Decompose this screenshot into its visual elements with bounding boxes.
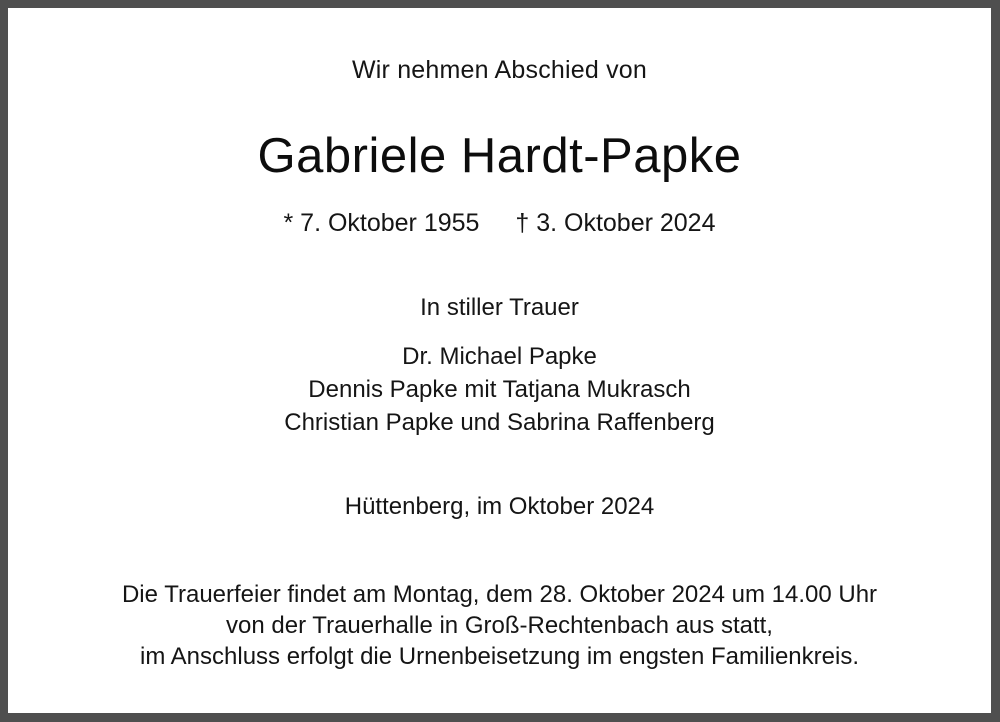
birth-date: * 7. Oktober 1955: [283, 209, 480, 237]
obituary-card: [8, 8, 991, 713]
ceremony-line: Die Trauerfeier findet am Montag, dem 28. Oktober 2024 um 14.00 Uhr: [121, 581, 878, 608]
list-item: Dennis Papke mit Tatjana Mukrasch: [308, 376, 691, 403]
list-item: Christian Papke und Sabrina Raffenberg: [284, 409, 715, 436]
place-and-date: Hüttenberg, im Oktober 2024: [344, 493, 655, 520]
death-date: † 3. Oktober 2024: [515, 209, 716, 237]
mourners-list: [284, 340, 715, 439]
life-dates: [283, 209, 715, 238]
list-item: Dr. Michael Papke: [402, 343, 597, 370]
ceremony-line: von der Trauerhalle in Groß-Rechtenbach aus statt,: [226, 612, 773, 639]
ceremony-details: [122, 579, 877, 672]
ceremony-line: im Anschluss erfolgt die Urnenbeisetzung im engsten Familienkreis.: [139, 643, 859, 670]
intro-text: Wir nehmen Abschied von: [351, 56, 648, 84]
mourning-label: In stiller Trauer: [420, 294, 579, 321]
deceased-name: Gabriele Hardt-Papke: [257, 129, 742, 183]
